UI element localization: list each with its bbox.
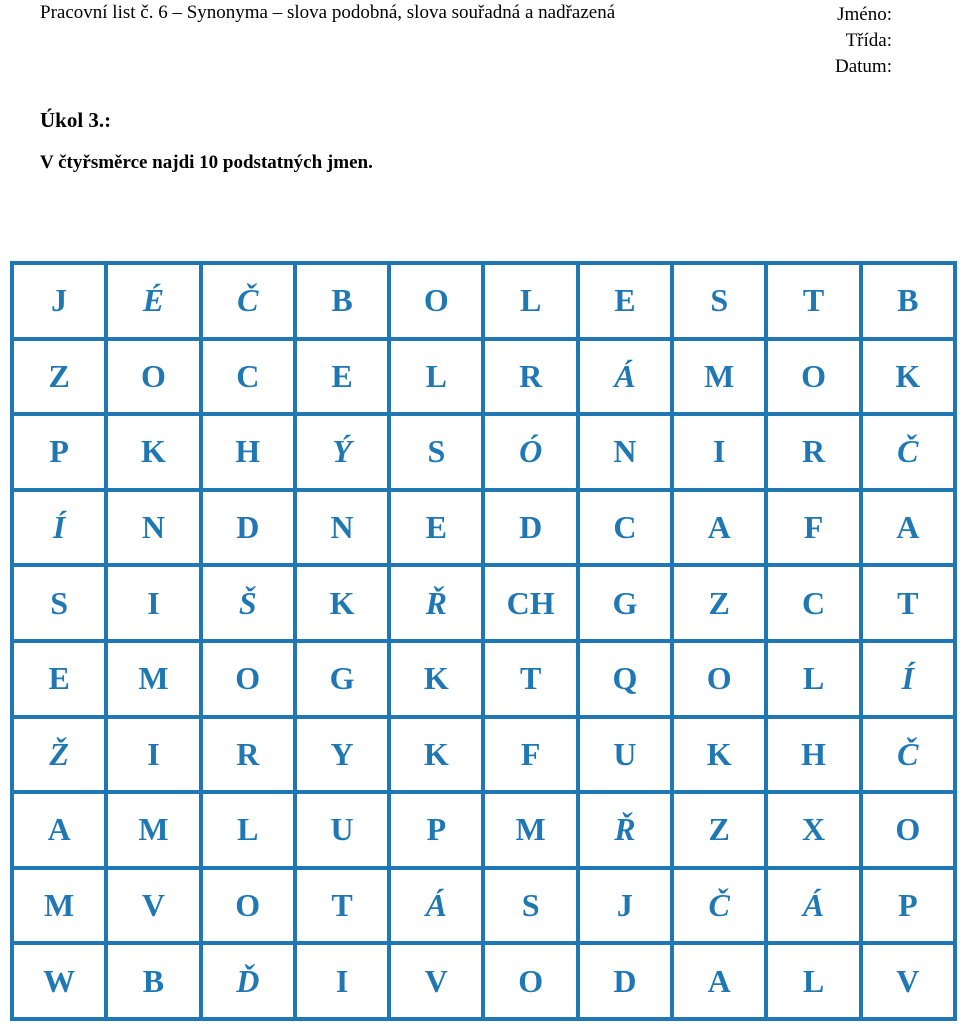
grid-cell[interactable]: K xyxy=(389,641,483,717)
grid-cell[interactable]: B xyxy=(861,263,955,339)
grid-cell[interactable]: G xyxy=(295,641,389,717)
grid-cell[interactable]: Č xyxy=(861,414,955,490)
grid-cell[interactable]: M xyxy=(483,792,577,868)
grid-cell[interactable]: Q xyxy=(578,641,672,717)
grid-cell[interactable]: E xyxy=(12,641,106,717)
grid-cell[interactable]: S xyxy=(389,414,483,490)
grid-cell[interactable]: G xyxy=(578,565,672,641)
word-search-grid xyxy=(10,261,957,1021)
grid-cell[interactable]: O xyxy=(389,263,483,339)
grid-cell[interactable]: J xyxy=(578,868,672,944)
grid-row xyxy=(12,717,955,793)
grid-cell[interactable]: S xyxy=(672,263,766,339)
grid-cell[interactable]: V xyxy=(861,943,955,1019)
grid-row xyxy=(12,490,955,566)
grid-cell[interactable]: R xyxy=(766,414,860,490)
grid-row xyxy=(12,943,955,1019)
grid-cell[interactable]: M xyxy=(106,792,200,868)
grid-row xyxy=(12,339,955,415)
grid-cell[interactable]: M xyxy=(12,868,106,944)
grid-cell[interactable]: Y xyxy=(295,717,389,793)
grid-cell[interactable]: B xyxy=(295,263,389,339)
grid-cell[interactable]: N xyxy=(295,490,389,566)
grid-cell[interactable]: D xyxy=(201,490,295,566)
grid-cell[interactable]: P xyxy=(12,414,106,490)
task-title: Úkol 3.: xyxy=(40,108,112,132)
grid-cell[interactable]: A xyxy=(672,943,766,1019)
date-field-label: Datum: xyxy=(835,56,892,77)
grid-cell[interactable]: Á xyxy=(389,868,483,944)
grid-cell[interactable]: N xyxy=(106,490,200,566)
grid-cell[interactable]: O xyxy=(201,868,295,944)
grid-cell[interactable]: O xyxy=(483,943,577,1019)
worksheet-title: Pracovní list č. 6 – Synonyma – slova podobná, slova souřadná a nadřazená xyxy=(40,2,616,23)
word-search-table xyxy=(10,261,957,1021)
grid-cell[interactable]: C xyxy=(766,565,860,641)
grid-cell[interactable]: R xyxy=(483,339,577,415)
grid-cell[interactable]: K xyxy=(861,339,955,415)
grid-cell[interactable]: M xyxy=(672,339,766,415)
grid-cell[interactable]: L xyxy=(766,943,860,1019)
grid-cell[interactable]: I xyxy=(295,943,389,1019)
grid-cell[interactable]: E xyxy=(295,339,389,415)
grid-cell[interactable]: Ó xyxy=(483,414,577,490)
grid-row xyxy=(12,868,955,944)
grid-cell[interactable]: T xyxy=(483,641,577,717)
grid-cell[interactable]: O xyxy=(672,641,766,717)
grid-cell[interactable]: V xyxy=(389,943,483,1019)
grid-cell[interactable]: C xyxy=(201,339,295,415)
grid-cell[interactable]: Č xyxy=(672,868,766,944)
grid-row xyxy=(12,641,955,717)
grid-cell[interactable]: K xyxy=(295,565,389,641)
grid-cell[interactable]: K xyxy=(672,717,766,793)
grid-cell[interactable]: Č xyxy=(861,717,955,793)
grid-cell[interactable]: L xyxy=(389,339,483,415)
grid-cell[interactable]: O xyxy=(201,641,295,717)
grid-cell[interactable]: D xyxy=(483,490,577,566)
grid-cell[interactable]: L xyxy=(483,263,577,339)
grid-cell[interactable]: Š xyxy=(201,565,295,641)
grid-cell[interactable]: Ď xyxy=(201,943,295,1019)
grid-cell[interactable]: I xyxy=(106,565,200,641)
grid-cell[interactable]: I xyxy=(106,717,200,793)
grid-cell[interactable]: Í xyxy=(861,641,955,717)
grid-cell[interactable]: F xyxy=(766,490,860,566)
grid-cell[interactable]: Á xyxy=(766,868,860,944)
grid-cell[interactable]: Á xyxy=(578,339,672,415)
grid-cell[interactable]: Č xyxy=(201,263,295,339)
grid-cell[interactable]: F xyxy=(483,717,577,793)
grid-cell[interactable]: C xyxy=(578,490,672,566)
grid-cell[interactable]: M xyxy=(106,641,200,717)
grid-cell[interactable]: D xyxy=(578,943,672,1019)
grid-cell[interactable]: O xyxy=(766,339,860,415)
grid-cell[interactable]: L xyxy=(766,641,860,717)
grid-row xyxy=(12,414,955,490)
grid-cell[interactable]: H xyxy=(766,717,860,793)
grid-cell[interactable]: S xyxy=(483,868,577,944)
grid-cell[interactable]: E xyxy=(578,263,672,339)
grid-cell[interactable]: A xyxy=(672,490,766,566)
grid-cell[interactable]: W xyxy=(12,943,106,1019)
grid-cell[interactable]: Z xyxy=(672,565,766,641)
grid-cell[interactable]: O xyxy=(861,792,955,868)
grid-cell[interactable]: A xyxy=(12,792,106,868)
grid-cell[interactable]: Z xyxy=(12,339,106,415)
grid-cell[interactable]: T xyxy=(861,565,955,641)
grid-cell[interactable]: H xyxy=(201,414,295,490)
grid-cell[interactable]: J xyxy=(12,263,106,339)
grid-cell[interactable]: T xyxy=(766,263,860,339)
name-field-label: Jméno: xyxy=(837,4,892,25)
grid-row xyxy=(12,792,955,868)
grid-cell[interactable]: T xyxy=(295,868,389,944)
task-instruction: V čtyřsměrce najdi 10 podstatných jmen. xyxy=(40,152,373,173)
grid-cell[interactable]: L xyxy=(201,792,295,868)
grid-cell[interactable]: Ř xyxy=(578,792,672,868)
grid-cell[interactable]: Ý xyxy=(295,414,389,490)
grid-cell[interactable]: Í xyxy=(12,490,106,566)
student-info-fields xyxy=(835,2,892,80)
grid-cell[interactable]: U xyxy=(295,792,389,868)
grid-cell[interactable]: P xyxy=(861,868,955,944)
class-field-label: Třída: xyxy=(845,30,892,51)
grid-cell[interactable]: O xyxy=(106,339,200,415)
grid-cell[interactable]: X xyxy=(766,792,860,868)
grid-cell[interactable]: R xyxy=(201,717,295,793)
grid-cell[interactable]: K xyxy=(389,717,483,793)
grid-cell[interactable]: P xyxy=(389,792,483,868)
grid-cell[interactable]: N xyxy=(578,414,672,490)
grid-cell[interactable]: A xyxy=(861,490,955,566)
grid-cell[interactable]: CH xyxy=(483,565,577,641)
grid-cell[interactable]: Z xyxy=(672,792,766,868)
grid-cell[interactable]: É xyxy=(106,263,200,339)
grid-cell[interactable]: I xyxy=(672,414,766,490)
grid-cell[interactable]: V xyxy=(106,868,200,944)
grid-cell[interactable]: Ž xyxy=(12,717,106,793)
grid-cell[interactable]: S xyxy=(12,565,106,641)
grid-cell[interactable]: B xyxy=(106,943,200,1019)
grid-cell[interactable]: K xyxy=(106,414,200,490)
grid-cell[interactable]: E xyxy=(389,490,483,566)
grid-cell[interactable]: U xyxy=(578,717,672,793)
grid-cell[interactable]: Ř xyxy=(389,565,483,641)
grid-row xyxy=(12,565,955,641)
grid-row xyxy=(12,263,955,339)
